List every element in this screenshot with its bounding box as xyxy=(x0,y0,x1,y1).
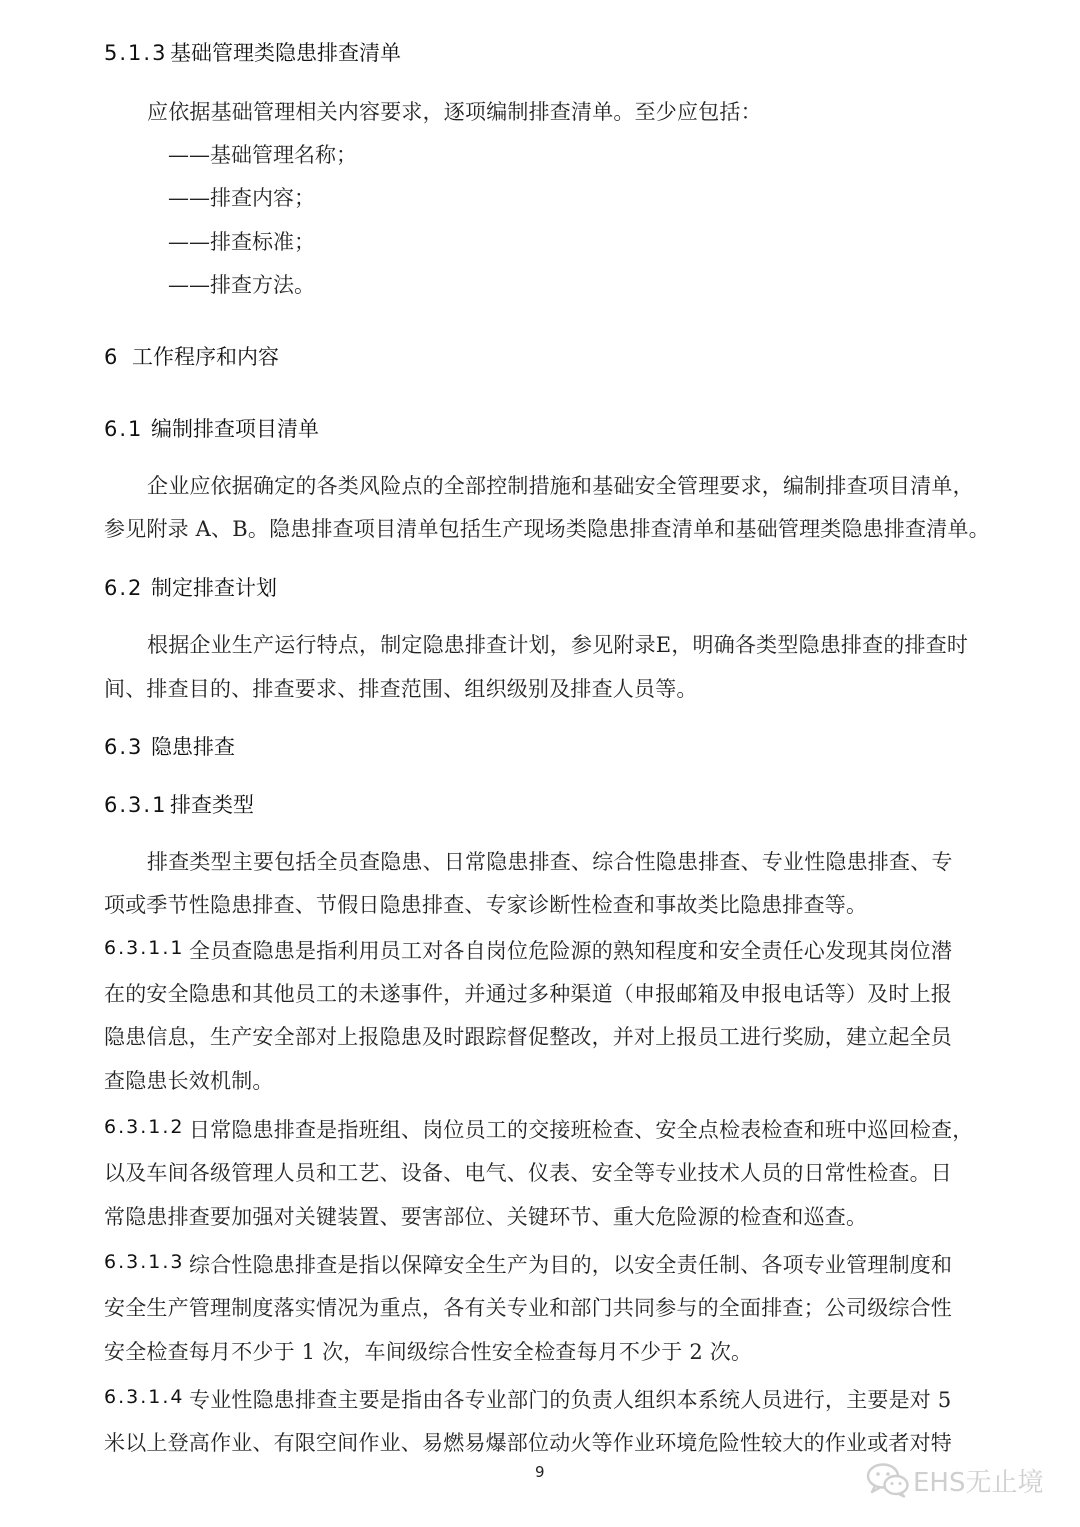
section-title: 工作程序和内容 xyxy=(132,345,279,369)
list-item: ——排查内容； xyxy=(168,186,315,210)
section-title: 编制排查项目清单 xyxy=(151,417,319,441)
paragraph-line: 参见附录 A、B。隐患排查项目清单包括生产现场类隐患排查清单和基础管理类隐患排查清单。 xyxy=(104,517,990,541)
paragraph-line: 以及车间各级管理人员和工艺、设备、电气、仪表、安全等专业技术人员的日常性检查。日 xyxy=(104,1161,952,1185)
paragraph-line: 在的安全隐患和其他员工的未遂事件，并通过多种渠道（申报邮箱及申报电话等）及时上报 xyxy=(104,982,952,1006)
section-heading-6-3-1 xyxy=(104,789,254,819)
section-heading-6-2 xyxy=(104,572,277,602)
paragraph-line: 安全检查每月不少于 1 次，车间级综合性安全检查每月不少于 2 次。 xyxy=(104,1340,753,1364)
paragraph-line: 安全生产管理制度落实情况为重点，各有关专业和部门共同参与的全面排查；公司级综合性 xyxy=(104,1296,952,1320)
paragraph-line: 间、排查目的、排查要求、排查范围、组织级别及排查人员等。 xyxy=(104,677,698,701)
paragraph-line: 应依据基础管理相关内容要求，逐项编制排查清单。至少应包括： xyxy=(147,100,762,124)
watermark-text: EHS无止境 xyxy=(913,1468,1044,1498)
paragraph-line: 隐患信息，生产安全部对上报隐患及时跟踪督促整改，并对上报员工进行奖励，建立起全员 xyxy=(104,1025,952,1049)
list-item: ——基础管理名称； xyxy=(168,143,357,167)
clause-number: 6.3.1.1 xyxy=(104,937,185,959)
section-number: 6.3.1 xyxy=(104,793,168,817)
list-item: ——排查标准； xyxy=(168,230,315,254)
paragraph-line: 综合性隐患排查是指以保障安全生产为目的，以安全责任制、各项专业管理制度和 xyxy=(189,1253,953,1277)
section-title: 排查类型 xyxy=(170,793,254,817)
wechat-icon xyxy=(866,1462,910,1498)
paragraph-line: 项或季节性隐患排查、节假日隐患排查、专家诊断性检查和事故类比隐患排查等。 xyxy=(104,893,868,917)
section-title: 制定排查计划 xyxy=(151,576,277,600)
page-number: 9 xyxy=(535,1463,545,1481)
paragraph-line: 排查类型主要包括全员查隐患、日常隐患排查、综合性隐患排查、专业性隐患排查、专 xyxy=(147,850,953,874)
section-heading-6 xyxy=(104,341,279,371)
section-heading-5-1-3 xyxy=(104,37,401,67)
section-heading-6-3 xyxy=(104,731,235,761)
section-number: 5.1.3 xyxy=(104,41,168,65)
paragraph-line: 常隐患排查要加强对关键装置、要害部位、关键环节、重大危险源的检查和巡查。 xyxy=(104,1205,868,1229)
clause-number: 6.3.1.3 xyxy=(104,1251,185,1273)
clause-number: 6.3.1.2 xyxy=(104,1116,185,1138)
section-number: 6.1 xyxy=(104,417,144,441)
paragraph-line: 查隐患长效机制。 xyxy=(104,1069,274,1093)
section-number: 6 xyxy=(104,345,120,369)
paragraph-line: 米以上登高作业、有限空间作业、易燃易爆部位动火等作业环境危险性较大的作业或者对特 xyxy=(104,1431,952,1455)
paragraph-line: 全员查隐患是指利用员工对各自岗位危险源的熟知程度和安全责任心发现其岗位潜 xyxy=(189,939,953,963)
paragraph-line: 日常隐患排查是指班组、岗位员工的交接班检查、安全点检表检查和班中巡回检查， xyxy=(189,1118,974,1142)
section-title: 基础管理类隐患排查清单 xyxy=(170,41,401,65)
paragraph-line: 根据企业生产运行特点，制定隐患排查计划，参见附录E，明确各类型隐患排查的排查时 xyxy=(147,633,969,657)
clause-number: 6.3.1.4 xyxy=(104,1386,185,1408)
paragraph-line: 企业应依据确定的各类风险点的全部控制措施和基础安全管理要求，编制排查项目清单， xyxy=(147,474,974,498)
section-title: 隐患排查 xyxy=(151,735,235,759)
list-item: ——排查方法。 xyxy=(168,273,315,297)
section-heading-6-1 xyxy=(104,413,319,443)
section-number: 6.2 xyxy=(104,576,144,600)
section-number: 6.3 xyxy=(104,735,144,759)
paragraph-line: 专业性隐患排查主要是指由各专业部门的负责人组织本系统人员进行，主要是对 5 xyxy=(189,1388,952,1412)
